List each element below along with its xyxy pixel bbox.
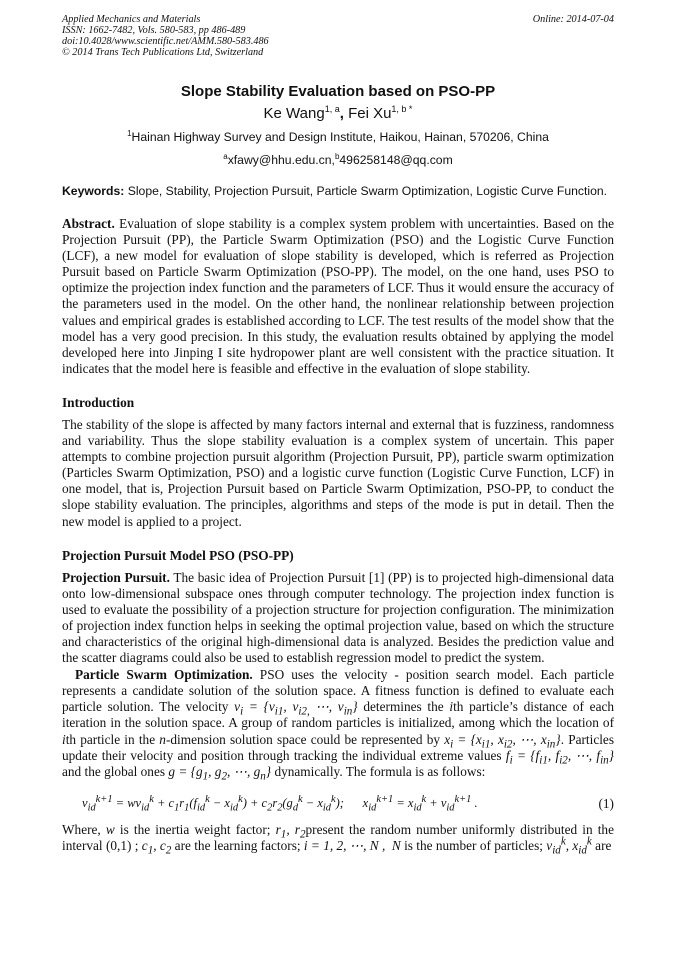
affiliation-text: Hainan Highway Survey and Design Institute, Haikou, Hainan, 570206, China <box>131 130 549 144</box>
pso-text: -dimension solution space could be represented by <box>165 731 441 747</box>
introduction-paragraph: The stability of the slope is affected by many factors internal and external that is fuzziness, randomness and variability. Thus the slope stability evaluation is a complex system of uncertain. This paper attempts to combine projection pursuit algorithm (Projection Pursuit, PP), particle swarm optimization (Particles Swarm Optimization, PSO) and a logistic curve function (Logistic Curve Function, LCF) in one model, that is, Projection Pursuit based on Particle Swarm Optimization, PSO-PP, to conduct the slope stability evaluation. The principles, algorithms and steps of the mode is put in detail. Then the new model is applied to a project. <box>62 416 614 529</box>
publication-info <box>62 14 269 58</box>
pso-text: PSO uses the velocity - position search model. Each particle represents a candidate solution of the solution space. A fitness function is defined to evaluate each particle solution. The velocity <box>62 667 614 715</box>
email-link[interactable]: 496258148@qq.com <box>339 153 453 167</box>
pso-text: . Particles update their velocity and position through tracking the individual extreme values <box>62 731 614 763</box>
author-sup: 1, b * <box>391 104 413 114</box>
position-formula: $x_i = \{x_{i1}$, $x_{i2}$, ⋯, $x_{in}$} <box>444 731 561 751</box>
issn-line: ISSN: 1662-7482, Vols. 580-583, pp 486-489 <box>62 25 246 36</box>
where-text: present the random number uniformly distributed in the interval <box>62 821 614 853</box>
where-paragraph <box>62 821 614 857</box>
where-text: Where, <box>62 821 101 837</box>
velocity-formula: $v_i = \{v_{i1}$, $v_{i2,}$ ⋯, $v_{in}$} <box>234 699 358 718</box>
paper-title: Slope Stability Evaluation based on PSO-PP <box>180 83 496 100</box>
email-link[interactable]: xfawy@hhu.edu.cn, <box>227 153 335 167</box>
pso-text: dynamically. The formula is as follows: <box>274 763 486 779</box>
math-i: i <box>449 699 454 715</box>
abstract-label: Abstract. <box>62 216 115 231</box>
journal-header <box>62 14 614 58</box>
equation-1 <box>62 788 614 822</box>
pso-run-heading: Particle Swarm Optimization. <box>75 667 253 683</box>
where-text: is the number of particles; <box>404 837 543 853</box>
email-sup: b <box>334 151 340 161</box>
pp-run-heading: Projection Pursuit. <box>62 569 170 585</box>
author-line: Ke Wang$^{1, a}$, Fei $Xu^{1, b *}$ <box>263 104 413 122</box>
journal-name: Applied Mechanics and Materials <box>62 14 201 25</box>
math-r1r2: $r_1$, $r_2$ <box>275 821 306 841</box>
pso-text: and the global ones <box>62 763 166 779</box>
equation-number: (1) <box>598 795 614 811</box>
affiliation-sup: 1 <box>127 128 132 138</box>
math-interval: (0,1) ; <box>105 837 139 853</box>
math-i-range: i = 1, 2, ⋯, N , N <box>303 837 401 853</box>
email-sup: a <box>223 151 228 161</box>
pso-text: determines the <box>363 699 444 715</box>
author-name: Ke Wang <box>263 105 325 122</box>
email-line <box>62 153 614 167</box>
math-w: w <box>105 821 115 837</box>
pso-paragraph <box>62 667 615 783</box>
where-text: is the inertia weight factor; <box>119 821 271 837</box>
section-heading-model: Projection Pursuit Model PSO (PSO-PP) <box>62 547 294 563</box>
pp-text: The basic idea of Projection Pursuit [1] (PP) is to projected high-dimensional data onto low-dimensional subspace ones through computer technology. The projection index function is used to evaluate the possibility of a projection structure for projection configuration. The minimization of projection index function helps in seeking the optimal projection value, based on which the structure and characteristics of the original high-dimensional data is analyzed. Besides the prediction value and the scatter diagrams could also be used to establish regression model to predict the system. <box>62 569 614 666</box>
equation-1-body: $v_{id}^{k+1} = wv_{id}^k + c_1r_1(f_{id}^k - x_{id}^k) + c_2r_2(g_d^k - x_{id}^k)$; $x_{id}^{k+1} = x_{id}^k + v_{id}^{k+1}$ . <box>82 793 478 814</box>
math-vx: $v_{id}^k$, $x_{id}^k$ <box>546 835 592 857</box>
copyright-line: © 2014 Trans Tech Publications Ltd, Switzerland <box>62 47 264 58</box>
section-heading-introduction: Introduction <box>62 394 135 410</box>
author-sup: 1, a <box>324 104 340 114</box>
affiliation <box>62 130 614 144</box>
pp-paragraph <box>62 570 614 667</box>
math-i: i <box>62 731 66 747</box>
where-text: are the learning factors; <box>174 837 301 853</box>
keywords-block <box>62 184 614 199</box>
abstract-paragraph <box>62 216 614 377</box>
keywords-text: Slope, Stability, Projection Pursuit, Particle Swarm Optimization, Logistic Curve Function. <box>127 184 608 198</box>
where-text: are <box>595 837 612 853</box>
doi-line: doi:10.4028/www.scientific.net/AMM.580-583.486 <box>62 36 269 47</box>
math-n: n <box>159 731 166 747</box>
abstract-text: Evaluation of slope stability is a complex system problem with uncertainties. Based on the Projection Pursuit (PP), the Particle Swarm Optimization (PSO) and the Logistic Curve Function (LCF), a new model for evaluation of slope stability is developed, which is referred as Projection Pursuit based on Particle Swarm Optimization (PSO-PP). The model, on the one hand, uses PSO to optimize the projection index function and the parameters of LCF. Thus it would ensure the accuracy of the parameters used in the model. On the other hand, the nonlinear relationship between projection values and empirical grades is established according to LCF. The test results of the model show that the model has a very good precision. In this study, the evaluation results obtained by applying the model developed here into Jinping I site hydropower plant are well consistent with the practice situation. It indicates that the model here is feasible and effective in the evaluation of slope stability. <box>62 216 615 376</box>
pso-text: th particle’s distance of each iteration in the solution space. A group of random particles is initialized, among which the location of <box>62 699 615 731</box>
online-date: Online: 2014-07-04 <box>532 14 614 25</box>
paper-page <box>62 14 615 857</box>
global-extreme-formula: $g = \{g_1$, $g_2$, ⋯, $g_n$} <box>168 763 272 783</box>
keywords-label: Keywords: <box>62 184 125 198</box>
pso-text: th particle in the <box>65 731 156 747</box>
author-name: Fei Xu <box>348 105 392 122</box>
individual-extreme-formula: $f_i = \{f_{i1}$, $f_{i2}$, ⋯, $f_{in}$} <box>505 747 615 767</box>
math-c1c2: $c_1$, $c_2$ <box>141 837 172 857</box>
